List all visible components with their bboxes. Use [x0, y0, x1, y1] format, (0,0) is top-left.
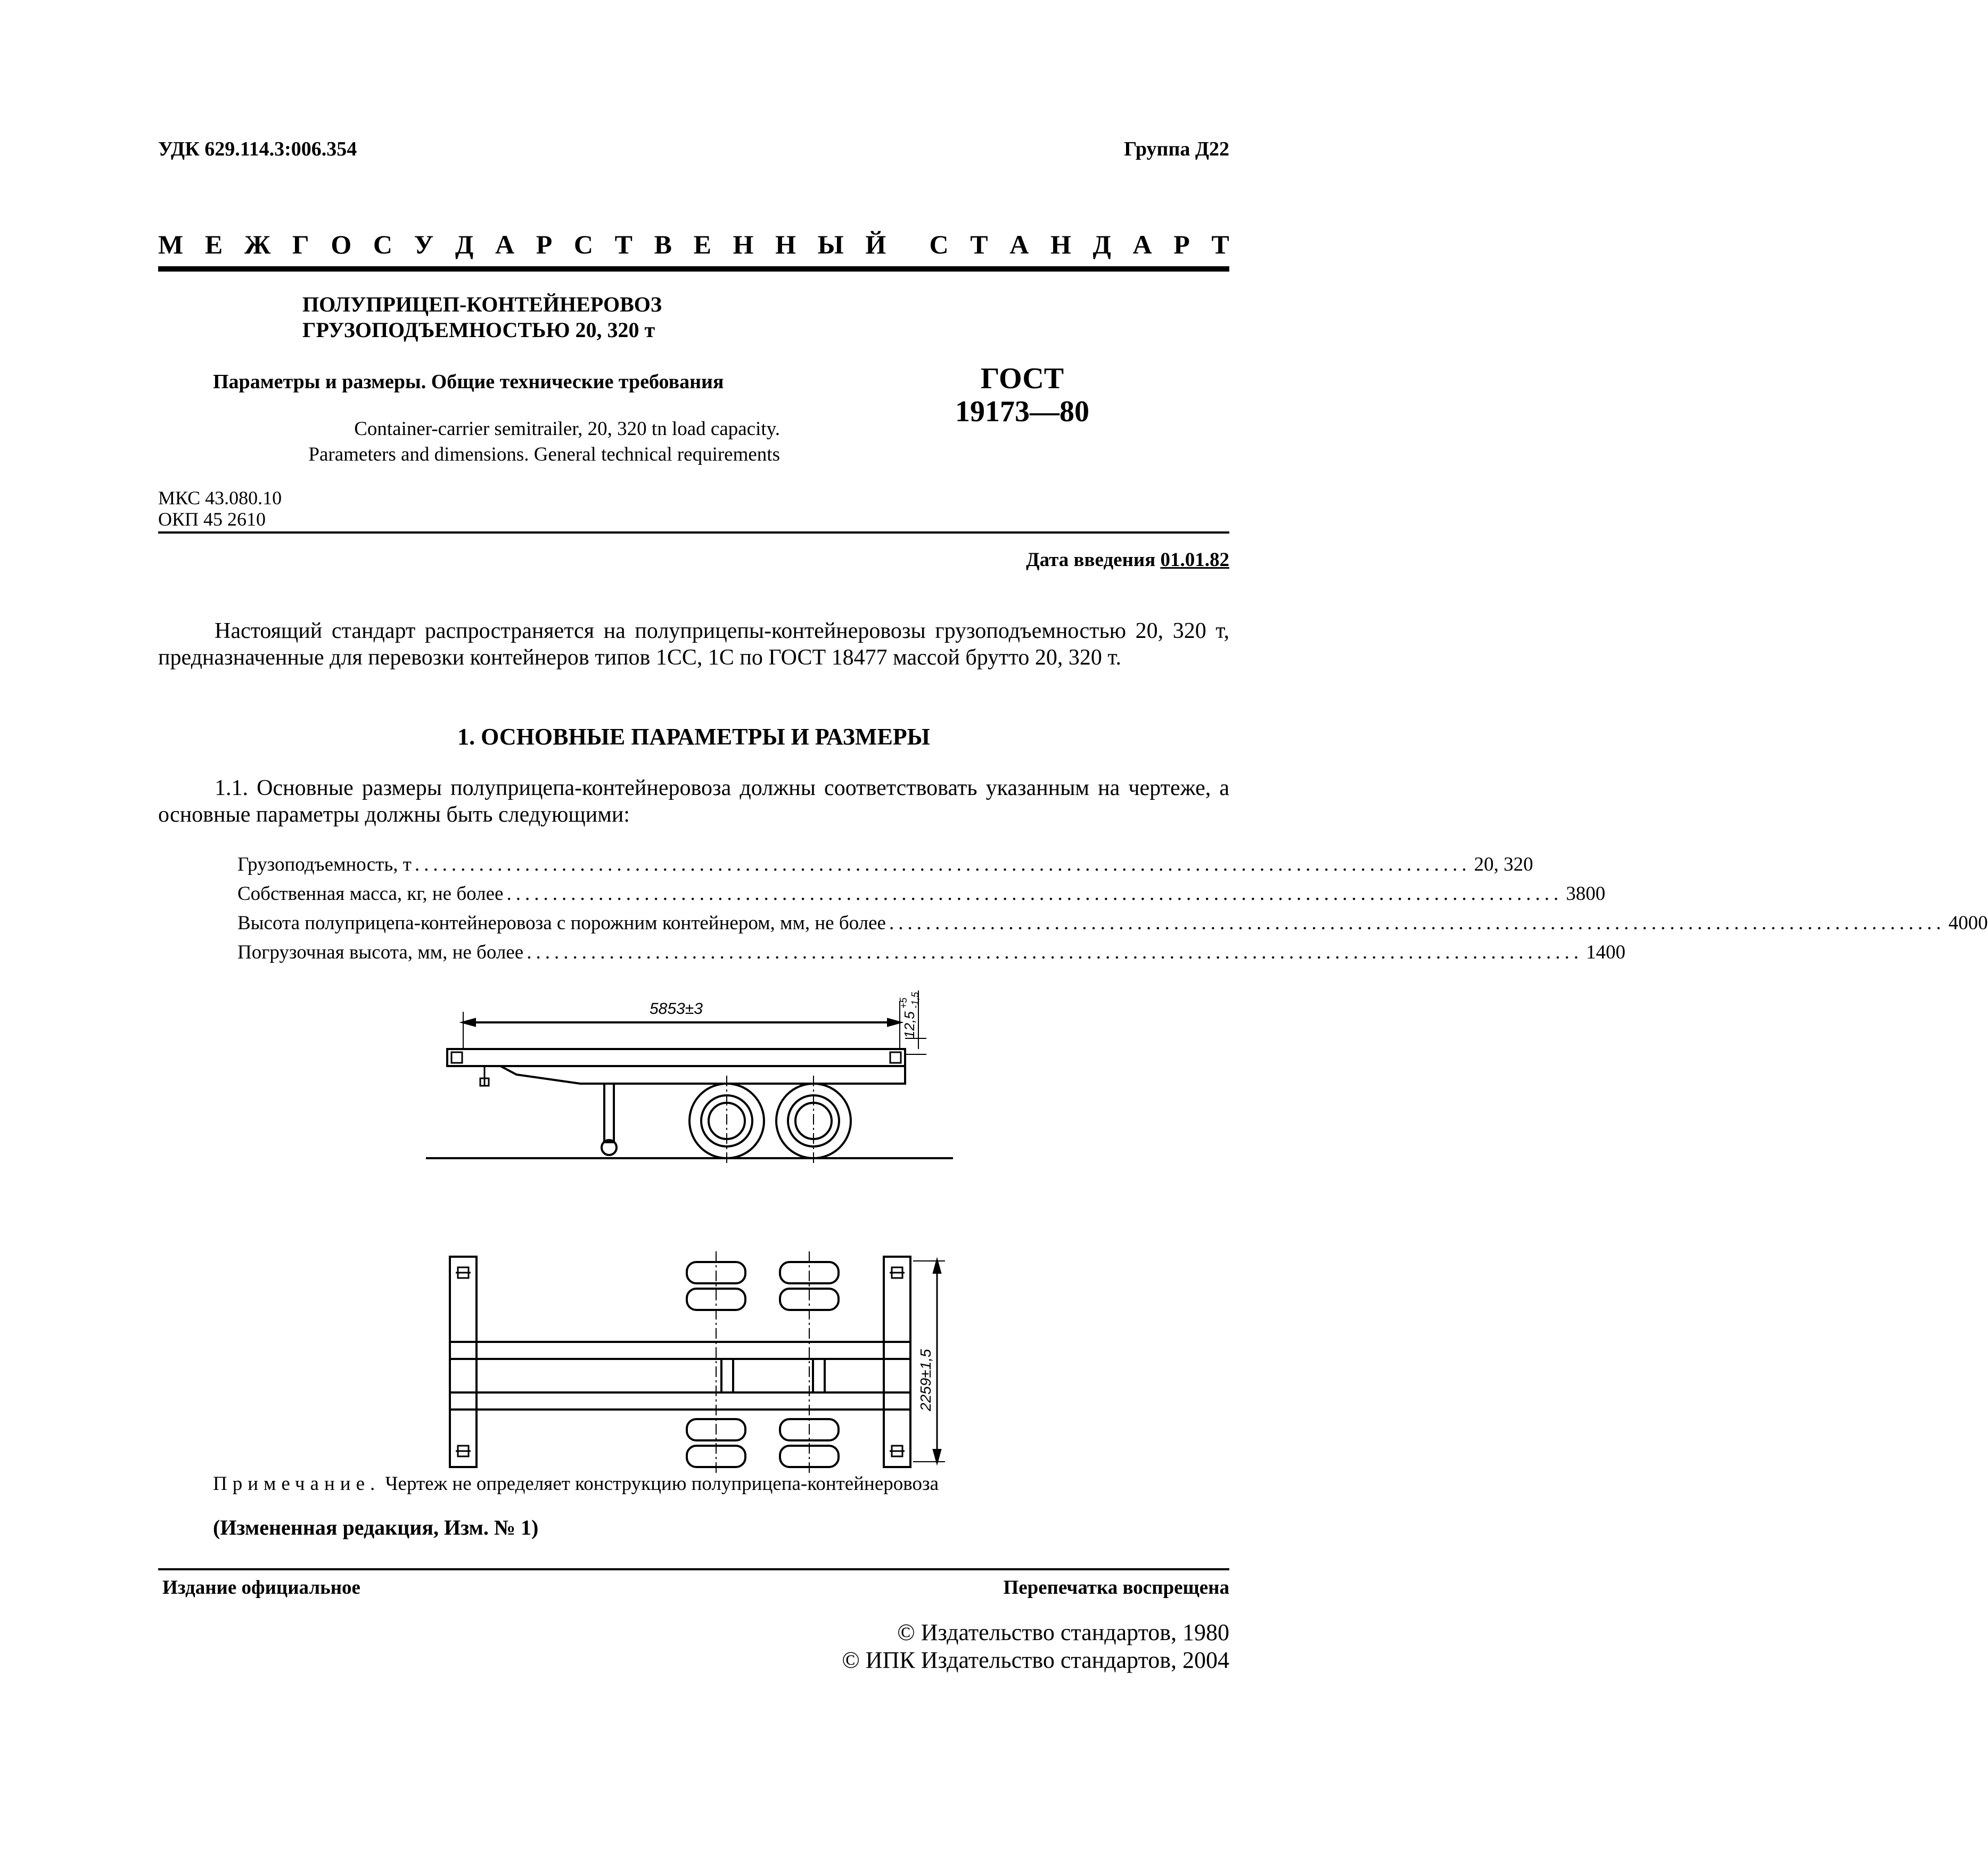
footer-rule [158, 1568, 1229, 1570]
length-dimension-label: 5853±3 [650, 1000, 703, 1018]
semitrailer-side-view-drawing [426, 980, 958, 1171]
gost-number: 19173—80 [955, 395, 1089, 428]
semitrailer-plan-view-drawing [426, 1251, 958, 1475]
parameter-value: 1400 [1586, 941, 1625, 963]
introduction-date [1026, 548, 1229, 571]
banner-letter: Н [775, 230, 796, 259]
parameter-row [237, 905, 1988, 935]
parameter-label: Грузоподъемность, т [237, 854, 412, 875]
leader-dots: ................................................................................................................... [527, 941, 1583, 963]
banner-letter: С [373, 230, 392, 259]
date-value: 01.01.82 [1160, 549, 1229, 571]
official-edition-label: Издание официальное [162, 1577, 360, 1599]
banner-letter: Т [1211, 230, 1229, 259]
section-heading: 1. ОСНОВНЫЕ ПАРАМЕТРЫ И РАЗМЕРЫ [457, 724, 930, 750]
banner-letter: Ж [244, 230, 271, 259]
trailer-platform [447, 1049, 905, 1066]
banner-letter: Ы [817, 230, 844, 259]
banner-letter: Г [292, 230, 309, 259]
copyright-line-1: © Издательство стандартов, 1980 [897, 1619, 1229, 1645]
longitudinal-beam [450, 1342, 910, 1359]
height-dimension-label: 12,5 [901, 1011, 917, 1038]
english-title-line-1: Container-carrier semitrailer, 20, 320 tn load capacity. [354, 418, 780, 440]
note-label: Примечание. [213, 1473, 381, 1495]
title-line-2: ГРУЗОПОДЪЕМНОСТЬЮ 20, 320 т [302, 318, 655, 342]
banner-letter: Е [204, 230, 223, 259]
parameter-label: Погрузочная высота, мм, не более [237, 941, 524, 963]
banner-letter: Т [970, 230, 988, 259]
banner-letter: А [1132, 230, 1152, 259]
dimension-arrow [463, 1019, 475, 1026]
udk-code: УДК 629.114.3:006.354 [158, 138, 357, 160]
banner-letter: А [1009, 230, 1029, 259]
okp-code: ОКП 45 2610 [158, 509, 266, 530]
mks-code: МКС 43.080.10 [158, 487, 282, 509]
banner-letter: Н [1050, 230, 1071, 259]
drawing-note [213, 1472, 939, 1495]
height-tolerance-upper: +5 [898, 997, 909, 1009]
banner-letter: А [495, 230, 515, 259]
landing-gear [604, 1084, 614, 1142]
note-text: Чертеж не определяет конструкцию полуприцепа-контейнеровоза [385, 1473, 939, 1495]
clause-1-1: 1.1. Основные размеры полуприцепа-контейнеровоза должны соответствовать указанным на чертеже, а основные параметры должны быть следующими: [158, 776, 1229, 827]
date-label: Дата введения [1026, 549, 1156, 571]
rear-crossmember [884, 1257, 910, 1467]
parameter-row [237, 847, 1533, 876]
parameter-value: 20, 320 [1474, 854, 1533, 875]
header-rule [158, 266, 1229, 272]
parameter-value: 4000 [1948, 912, 1988, 934]
banner-letter: О [331, 230, 352, 259]
document-subtitle: Параметры и размеры. Общие технические требования [213, 371, 724, 393]
leader-dots: ................................................................................................................... [889, 912, 1945, 934]
banner-letter: С [929, 230, 949, 259]
parameters-list [237, 847, 1988, 964]
front-crossmember [450, 1257, 477, 1467]
parameter-label: Собственная масса, кг, не более [237, 883, 504, 905]
reprint-prohibited-label: Перепечатка воспрещена [1003, 1577, 1229, 1599]
banner-letter: Н [733, 230, 754, 259]
parameter-row [237, 876, 1606, 905]
gost-designation [932, 362, 1113, 428]
document-title [302, 292, 662, 343]
gost-label: ГОСТ [980, 362, 1064, 395]
leader-dots: ................................................................................................................... [506, 883, 1563, 905]
banner-letter: Й [865, 230, 886, 259]
width-dimension-label: 2259±1,5 [917, 1349, 934, 1411]
dimension-arrow [888, 1019, 900, 1026]
banner-letter: Р [1173, 230, 1190, 259]
height-tolerance-lower: -1,5 [910, 992, 921, 1009]
parameter-label: Высота полуприцепа-контейнеровоза с порожним контейнером, мм, не более [237, 912, 886, 934]
copyright-line-2: © ИПК Издательство стандартов, 2004 [842, 1647, 1229, 1673]
group-code: Группа Д22 [1124, 138, 1229, 160]
banner-letter: С [573, 230, 593, 259]
banner-letter: Т [614, 230, 632, 259]
codes-rule [158, 531, 1229, 534]
interstate-standard-banner [158, 229, 1229, 260]
parameter-row [237, 935, 1625, 964]
banner-letter: Д [1092, 230, 1111, 259]
leader-dots: ................................................................................................................... [414, 854, 1471, 875]
title-line-1: ПОЛУПРИЦЕП-КОНТЕЙНЕРОВОЗ [302, 292, 662, 316]
trailer-frame [447, 1066, 905, 1084]
english-title-line-2: Parameters and dimensions. General technical requirements [308, 444, 780, 465]
banner-letter: М [158, 230, 184, 259]
copyright-block [842, 1619, 1229, 1674]
banner-letter: Д [455, 230, 474, 259]
banner-letter: У [414, 230, 434, 259]
edit-note: (Измененная редакция, Изм. № 1) [213, 1515, 539, 1539]
banner-letter: В [654, 230, 672, 259]
english-title [0, 416, 780, 468]
banner-letter: Е [693, 230, 711, 259]
intro-paragraph: Настоящий стандарт распространяется на полуприцепы-контейнеровозы грузоподъемностью 20, 320 т, предназначенные для перевозки контейнеров типов 1СС, 1С по ГОСТ 18477 массой брутто 20, 320 т. [158, 619, 1229, 670]
banner-letter: Р [536, 230, 553, 259]
classification-codes [158, 487, 282, 530]
parameter-value: 3800 [1566, 883, 1606, 905]
longitudinal-beam [450, 1392, 910, 1410]
